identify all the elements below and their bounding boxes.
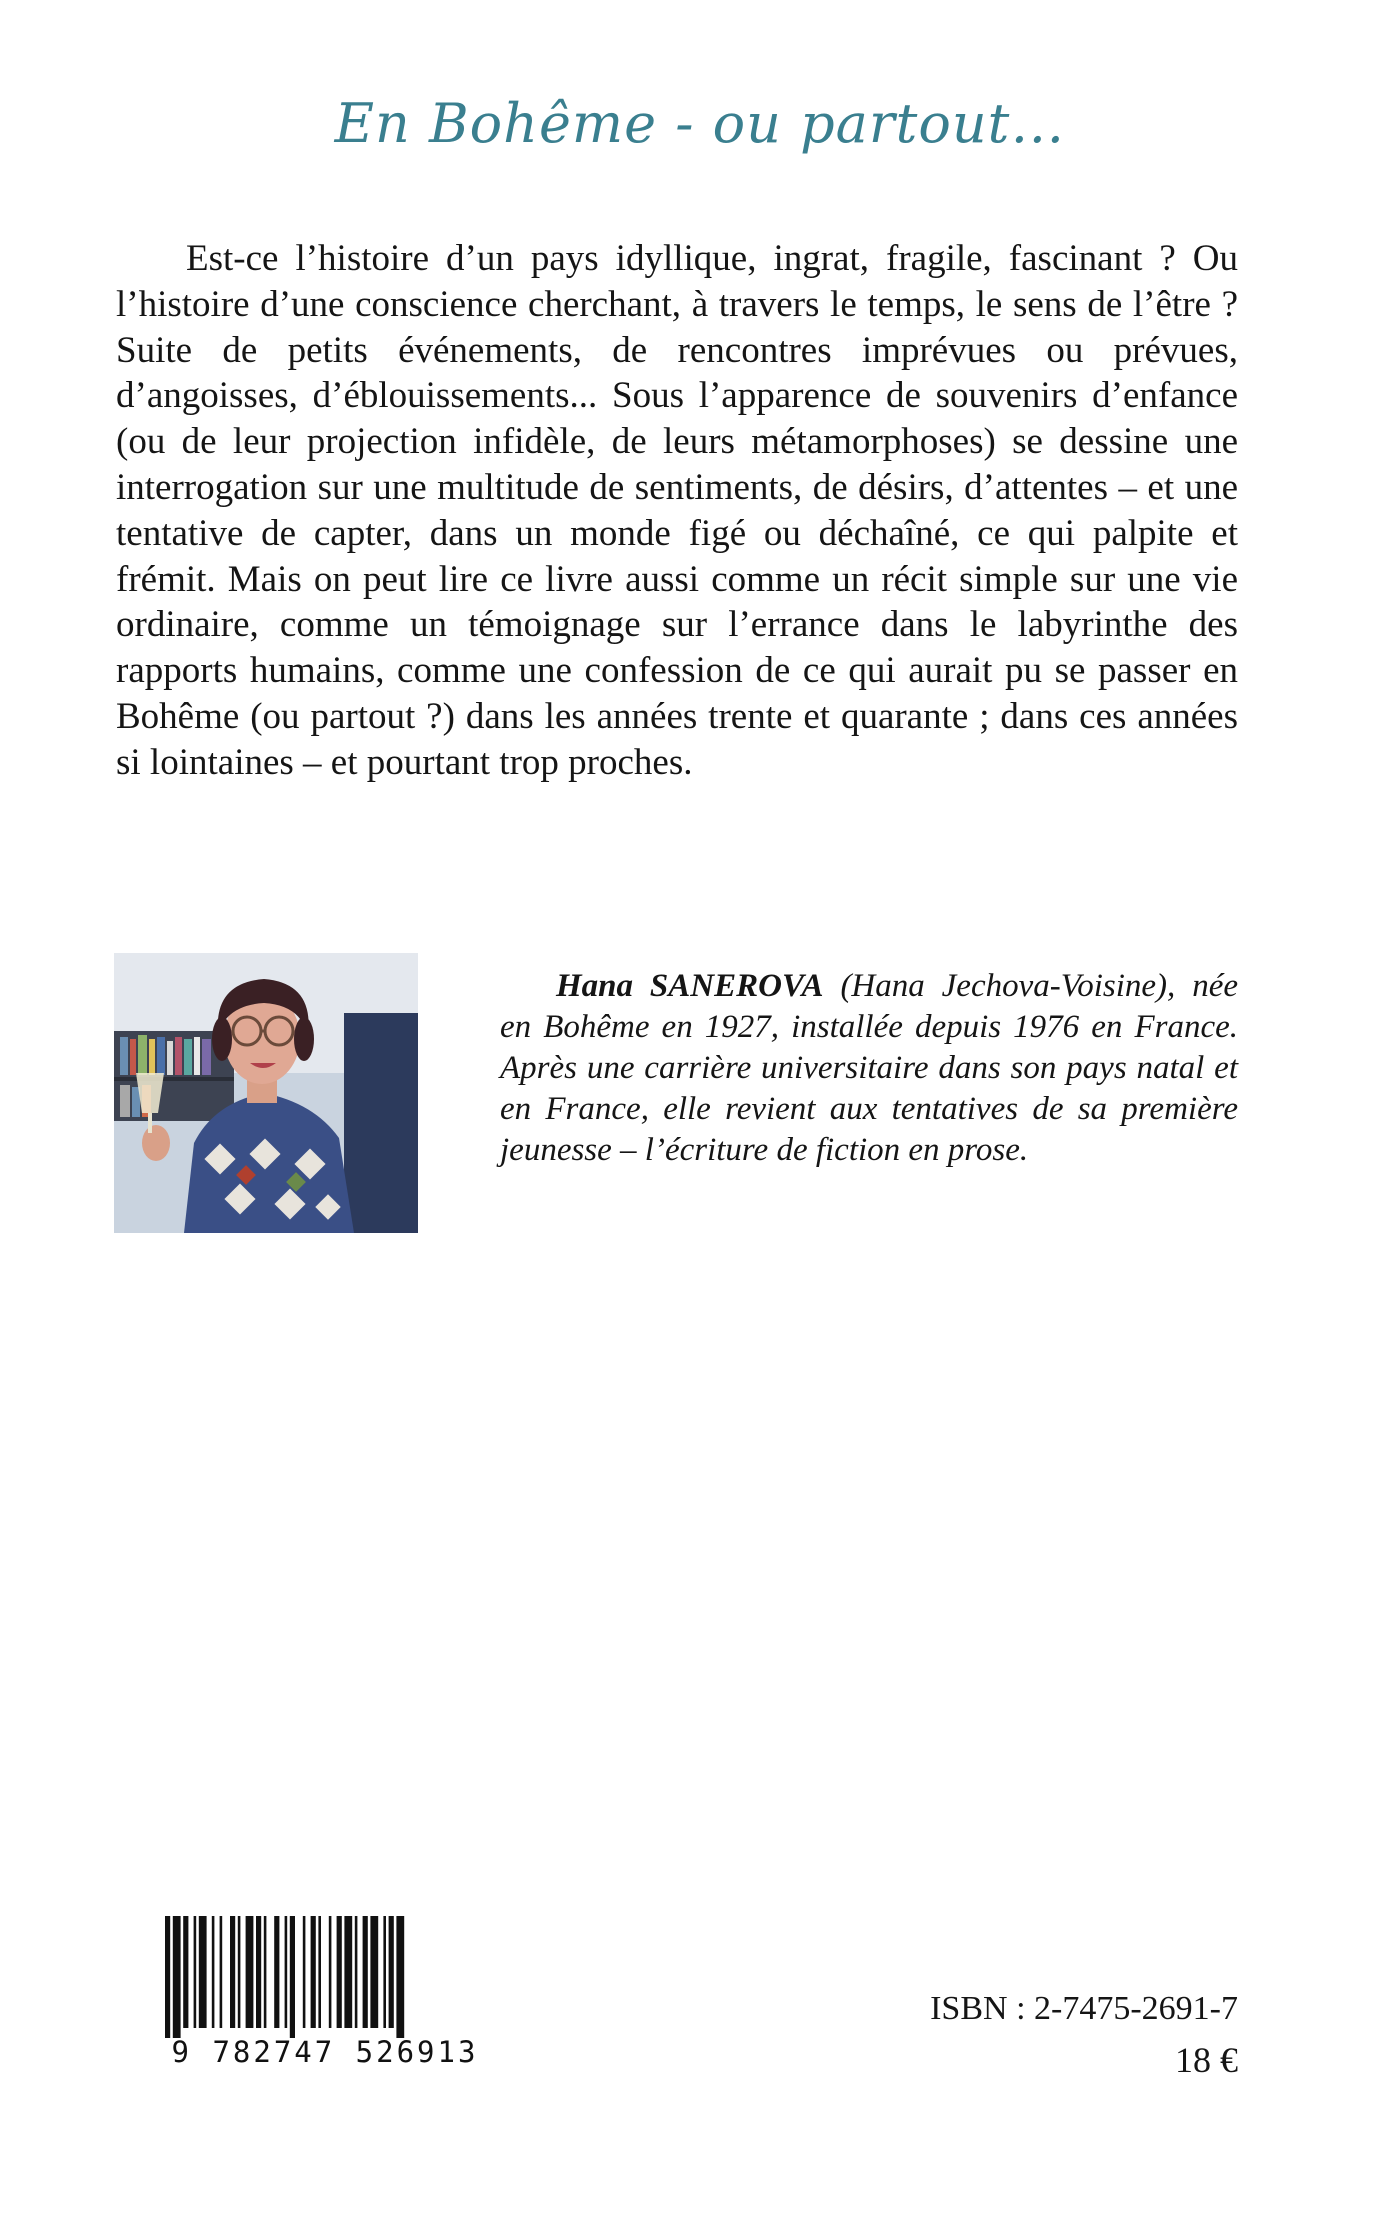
barcode-bar (355, 1916, 358, 2028)
barcode-bar (318, 1916, 321, 2028)
barcode-bar (199, 1916, 207, 2028)
barcode-bar (337, 1916, 342, 2028)
barcode-bar (165, 1916, 170, 2038)
barcode-bar (285, 1916, 288, 2028)
barcode-bar (303, 1916, 306, 2028)
barcode-bar (230, 1916, 235, 2028)
barcode-bar (212, 1916, 215, 2028)
author-name: Hana SANEROVA (556, 968, 824, 1004)
barcode-bar (290, 1916, 295, 2038)
barcode-bar (389, 1916, 394, 2028)
barcode (139, 1916, 511, 2066)
barcode-bar (370, 1916, 378, 2028)
barcode-bar (238, 1916, 241, 2028)
barcode-bar (220, 1916, 223, 2028)
barcode-bar (383, 1916, 386, 2028)
barcode-bar (264, 1916, 267, 2028)
author-bio-text: (Hana Jechova-Voisine), née en Bohême en 1927, installée depuis 1976 en France. Après une carrière universitaire dans son pays natal et en France, elle revient aux tentatives de sa première jeunesse – l’écriture de fiction en prose. (500, 968, 1238, 1168)
price: 18 € (1175, 2040, 1238, 2080)
author-bio (500, 966, 1238, 1171)
book-title: En Bohême - ou partout… (334, 92, 1066, 155)
back-cover-blurb: Est-ce l’histoire d’un pays idyllique, ingrat, fragile, fascinant ? Ou l’histoire d’une conscience cherchant, à travers le temps, le sens de l’être ? Suite de petits événements, de rencontres imprévues ou prévues, d’angoisses, d’éblouissements... Sous l’apparence de souvenirs d’enfance (ou de leur projection infidèle, de leurs métamorphoses) se dessine une interrogation sur une multitude de sentiments, de désirs, d’attentes – et une tentative de capter, dans un monde figé ou déchaîné, ce qui palpite et frémit. Mais on peut lire ce livre aussi comme un récit simple sur une vie ordinaire, comme un témoignage sur l’errance dans le labyrinthe des rapports humains, comme une confession de ce qui aurait pu se passer en Bohême (ou partout ?) dans les années trente et quarante ; dans ces années si lointaines – et pourtant trop proches. (116, 238, 1238, 783)
barcode-bar (256, 1916, 261, 2028)
barcode-bar (396, 1916, 404, 2038)
barcode-bar (173, 1916, 181, 2038)
barcode-bar (344, 1916, 352, 2028)
barcode-digits: 9 782747 526913 (171, 2035, 479, 2066)
barcode-bar (194, 1916, 197, 2028)
barcode-bars (165, 1916, 404, 2038)
barcode-bar (363, 1916, 368, 2028)
barcode-bar (329, 1916, 332, 2028)
barcode-bar (311, 1916, 316, 2028)
author-photo (114, 953, 418, 1233)
isbn: ISBN : 2-7475-2691-7 (930, 1990, 1238, 2027)
barcode-bar (183, 1916, 188, 2028)
barcode-bar (246, 1916, 254, 2028)
barcode-bar (274, 1916, 279, 2028)
